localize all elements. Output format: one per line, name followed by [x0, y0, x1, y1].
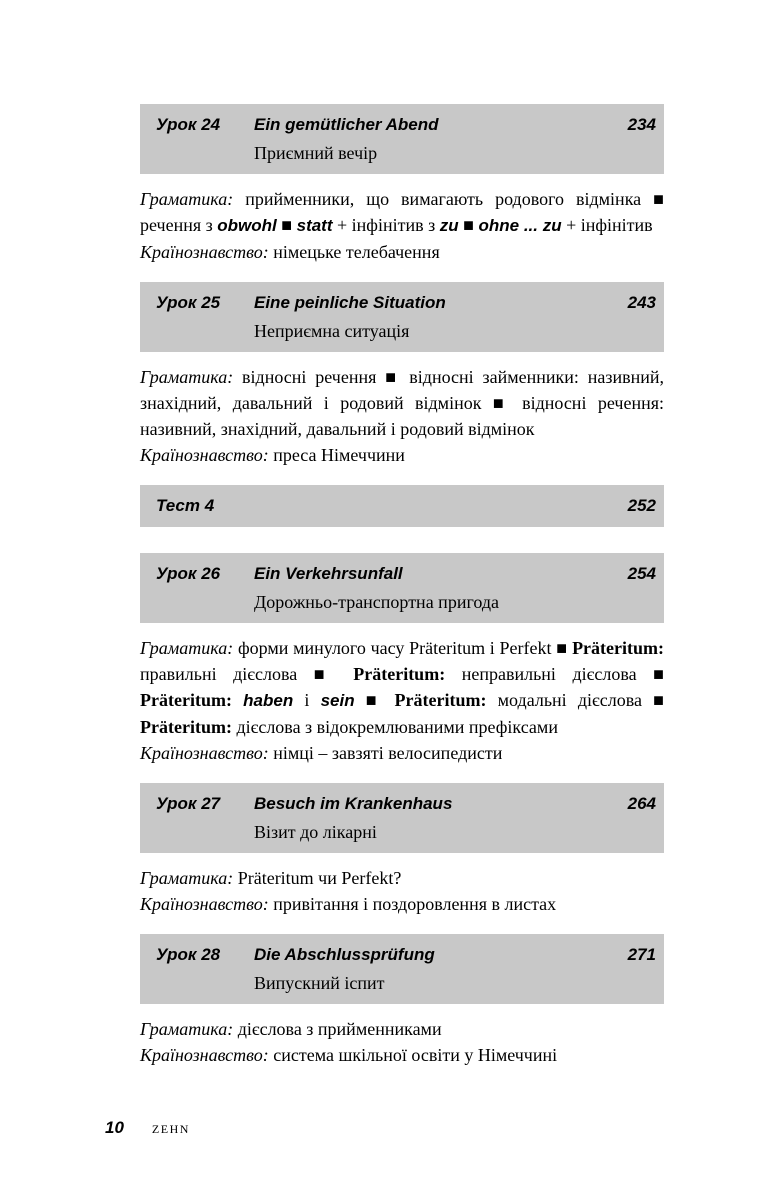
country-text: німці – завзяті велосипедисти: [273, 743, 503, 763]
grammar-label: Граматика:: [140, 189, 234, 209]
lesson-header-bar: [140, 282, 664, 352]
lesson-description: [140, 364, 664, 468]
bar-spacer: [602, 317, 656, 345]
bar-spacer: [602, 969, 656, 997]
bar-spacer: [602, 588, 656, 616]
grammar-paragraph: [140, 635, 664, 740]
country-label: Країнознавство:: [140, 242, 269, 262]
grammar-text: Präteritum чи Perfekt?: [237, 868, 402, 888]
lesson-number: Урок 27: [156, 794, 221, 813]
lesson-title-german: Ein Verkehrsunfall: [254, 564, 403, 583]
lesson-header-bar: [140, 783, 664, 853]
bar-spacer: [156, 317, 254, 345]
country-label: Країнознавство:: [140, 1045, 269, 1065]
grammar-label: Граматика:: [140, 868, 234, 888]
lesson-page-number: 264: [627, 794, 656, 813]
grammar-label: Граматика:: [140, 638, 234, 658]
lesson-page-number: 234: [627, 115, 656, 134]
lesson-title-ukrainian: Приємний вечір: [254, 143, 378, 163]
lesson-title-german: Besuch im Krankenhaus: [254, 794, 453, 813]
lesson-header-bar: [140, 934, 664, 1004]
lesson-number: Урок 24: [156, 115, 221, 134]
lesson-title-german: Ein gemütlicher Abend: [254, 115, 439, 134]
bar-spacer: [156, 969, 254, 997]
grammar-text: прийменники, що вимагають родового відмінка ■ речення з obwohl ■ statt + інфінітив з zu ■ ohne ... zu + інфінітив: [140, 189, 664, 235]
country-paragraph: [140, 239, 664, 265]
bar-spacer: [156, 818, 254, 846]
grammar-paragraph: [140, 865, 664, 891]
bar-spacer: [602, 139, 656, 167]
lesson-description: [140, 1016, 664, 1068]
footer-running-title: ZEHN: [151, 1122, 190, 1136]
grammar-text: дієслова з прийменниками: [237, 1019, 442, 1039]
bar-spacer: [602, 818, 656, 846]
country-paragraph: [140, 891, 664, 917]
lesson-title-german: Eine peinliche Situation: [254, 293, 446, 312]
lesson-description: [140, 186, 664, 265]
page-footer: [105, 1118, 190, 1138]
grammar-label: Граматика:: [140, 367, 234, 387]
footer-page-number: 10: [105, 1118, 124, 1137]
country-paragraph: [140, 442, 664, 468]
lesson-page-number: 254: [627, 564, 656, 583]
grammar-label: Граматика:: [140, 1019, 234, 1039]
lesson-title-ukrainian: Випускний іспит: [254, 973, 385, 993]
bar-spacer: [156, 588, 254, 616]
grammar-paragraph: [140, 1016, 664, 1042]
country-label: Країнознавство:: [140, 445, 269, 465]
country-text: преса Німеччини: [273, 445, 405, 465]
lesson-page-number: 271: [627, 945, 656, 964]
test-label: Тест 4: [156, 496, 215, 515]
lesson-page-number: 243: [627, 293, 656, 312]
lesson-number: Урок 28: [156, 945, 221, 964]
lesson-title-german: Die Abschlussprüfung: [254, 945, 435, 964]
lesson-header-bar: [140, 553, 664, 623]
lesson-header-bar: [140, 104, 664, 174]
lesson-title-ukrainian: Дорожньо-транспортна пригода: [254, 592, 500, 612]
lesson-title-ukrainian: Візит до лікарні: [254, 822, 377, 842]
lesson-number: Урок 26: [156, 564, 221, 583]
grammar-text: відносні речення ■ відносні займенники: називний, знахідний, давальний і родовий відмінок ■ відносні речення: називний, знахідний, давальний і родовий відмінок: [140, 367, 664, 439]
bar-spacer: [156, 139, 254, 167]
country-label: Країнознавство:: [140, 894, 269, 914]
country-label: Країнознавство:: [140, 743, 269, 763]
lesson-description: [140, 635, 664, 766]
grammar-paragraph: [140, 364, 664, 442]
grammar-paragraph: [140, 186, 664, 239]
country-text: німецьке телебачення: [273, 242, 440, 262]
table-of-contents: [140, 104, 664, 1085]
lesson-description: [140, 865, 664, 917]
country-text: система шкільної освіти у Німеччині: [273, 1045, 558, 1065]
grammar-text: форми минулого часу Präteritum і Perfekt ■ Präteritum: правильні дієслова ■ Präteritum: неправильні дієслова ■ Präteritum: haben і sein ■ Präteritum: модальні дієслова ■ Präteritum: дієслова з відокремлюваними префіксами: [140, 638, 665, 737]
country-paragraph: [140, 1042, 664, 1068]
test-header-bar: [140, 485, 664, 527]
lesson-title-ukrainian: Неприємна ситуація: [254, 321, 410, 341]
test-page-number: 252: [627, 496, 656, 515]
country-text: привітання і поздоровлення в листах: [273, 894, 557, 914]
country-paragraph: [140, 740, 664, 766]
lesson-number: Урок 25: [156, 293, 221, 312]
